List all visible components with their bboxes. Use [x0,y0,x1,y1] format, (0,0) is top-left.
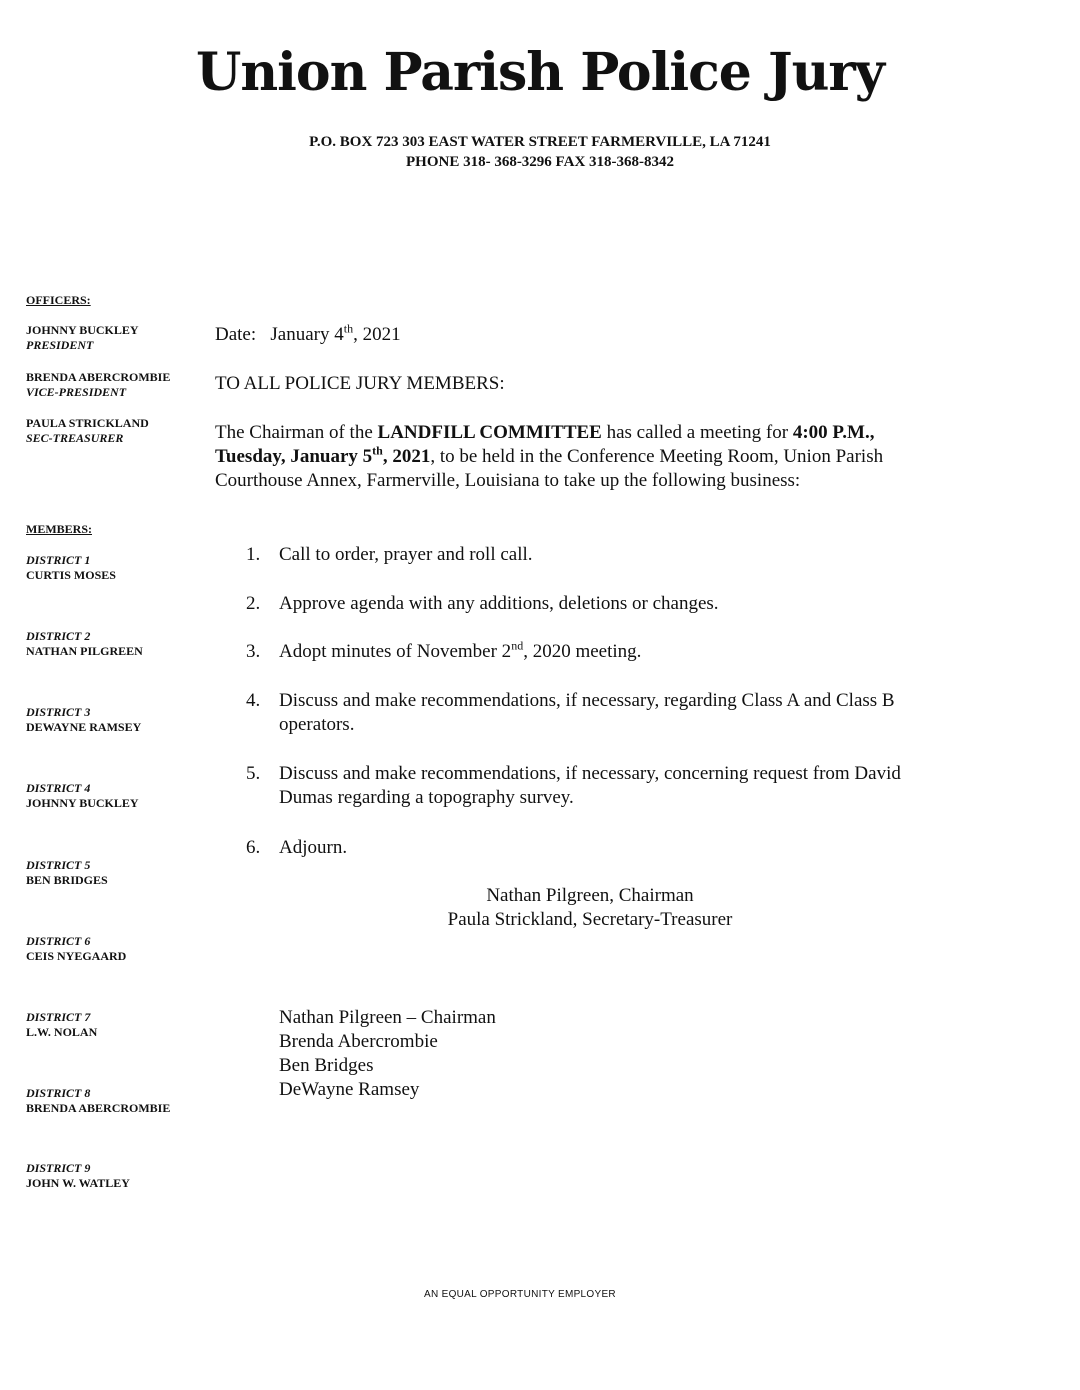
member-name: BRENDA ABERCROMBIE [26,1101,171,1115]
address-line: P.O. BOX 723 303 EAST WATER STREET FARMERVILLE, LA 71241 [309,134,771,150]
meeting-time-year: , 2021 [382,446,431,467]
member-name: DEWAYNE RAMSEY [26,720,142,734]
member-name: CURTIS MOSES [26,568,116,582]
member-entry [26,934,206,964]
page-title: Union Parish Police Jury [195,42,884,103]
officer-entry [26,323,206,353]
date-label: Date: [215,324,257,345]
member-name: NATHAN PILGREEN [26,644,143,658]
member-district: DISTRICT 1 [26,553,91,567]
agenda-text [279,640,939,664]
agenda-text: Call to order, prayer and roll call. [279,544,533,565]
committee-name: LANDFILL COMMITTEE [377,422,602,443]
officer-entry [26,416,206,446]
member-entry [26,553,206,583]
meeting-time-suffix: th [372,443,383,458]
officer-name: PAULA STRICKLAND [26,416,149,430]
member-entry [26,858,206,888]
agenda-text-suffix: nd [511,638,524,653]
member-district: DISTRICT 2 [26,629,91,643]
member-district: DISTRICT 8 [26,1086,91,1100]
member-entry [26,629,206,659]
meeting-time-text: 4:00 P.M., Tuesday, January 5 [215,422,875,467]
agenda-number: 3. [246,641,261,662]
member-name: BEN BRIDGES [26,873,108,887]
letter-intro [215,421,935,493]
committee-member: Nathan Pilgreen – Chairman [279,1007,496,1028]
agenda-text: Discuss and make recommendations, if necessary, regarding Class A and Class B operators. [279,690,895,735]
officer-title: SEC-TREASURER [26,431,124,445]
date-suffix: th [343,321,354,336]
intro-text: has called a meeting for [601,422,793,443]
member-district: DISTRICT 3 [26,705,91,719]
agenda-number: 6. [246,837,261,858]
member-district: DISTRICT 9 [26,1161,91,1175]
member-district: DISTRICT 5 [26,858,91,872]
committee-member: Brenda Abercrombie [279,1031,438,1052]
intro-text: The Chairman of the [215,422,378,443]
member-entry [26,1010,206,1040]
date-year: , 2021 [353,324,401,345]
member-entry [26,1161,206,1191]
date-month-day: January 4 [270,324,344,345]
signature-chairman: Nathan Pilgreen, Chairman [486,885,694,906]
footer-text: AN EQUAL OPPORTUNITY EMPLOYER [424,1289,616,1300]
member-district: DISTRICT 4 [26,781,91,795]
officer-entry [26,370,206,400]
member-entry [26,705,206,735]
officer-name: JOHNNY BUCKLEY [26,323,139,337]
officer-title: PRESIDENT [26,338,94,352]
agenda-number: 5. [246,763,261,784]
member-entry [26,781,206,811]
officer-title: VICE-PRESIDENT [26,385,127,399]
member-district: DISTRICT 6 [26,934,91,948]
salutation: TO ALL POLICE JURY MEMBERS: [215,373,505,394]
intro-text: , to be held in the Conference Meeting Room, Union Parish Courthouse Annex, Farmerville, Louisiana to take up the following business: [215,446,884,491]
member-district: DISTRICT 7 [26,1010,91,1024]
signature-secretary: Paula Strickland, Secretary-Treasurer [447,909,733,930]
agenda-number: 2. [246,593,261,614]
phone-line: PHONE 318- 368-3296 FAX 318-368-8342 [405,154,675,170]
letter-date [215,323,935,347]
agenda-text: Adjourn. [279,837,348,858]
agenda-text-part: Adopt minutes of November 2 [279,641,512,662]
member-name: L.W. NOLAN [26,1025,98,1039]
members-heading: MEMBERS: [26,522,92,536]
agenda-number: 1. [246,544,261,565]
agenda-number: 4. [246,690,261,711]
member-name: JOHNNY BUCKLEY [26,796,139,810]
agenda-text-part: , 2020 meeting. [523,641,642,662]
officers-heading: OFFICERS: [26,293,91,307]
member-name: CEIS NYEGAARD [26,949,127,963]
member-entry [26,1086,206,1116]
agenda-text: Discuss and make recommendations, if necessary, concerning request from David Dumas regarding a topography survey. [279,763,901,808]
officer-name: BRENDA ABERCROMBIE [26,370,171,384]
committee-member: Ben Bridges [279,1055,374,1076]
agenda-text: Approve agenda with any additions, deletions or changes. [279,593,719,614]
member-name: JOHN W. WATLEY [26,1176,130,1190]
committee-member: DeWayne Ramsey [279,1079,420,1100]
